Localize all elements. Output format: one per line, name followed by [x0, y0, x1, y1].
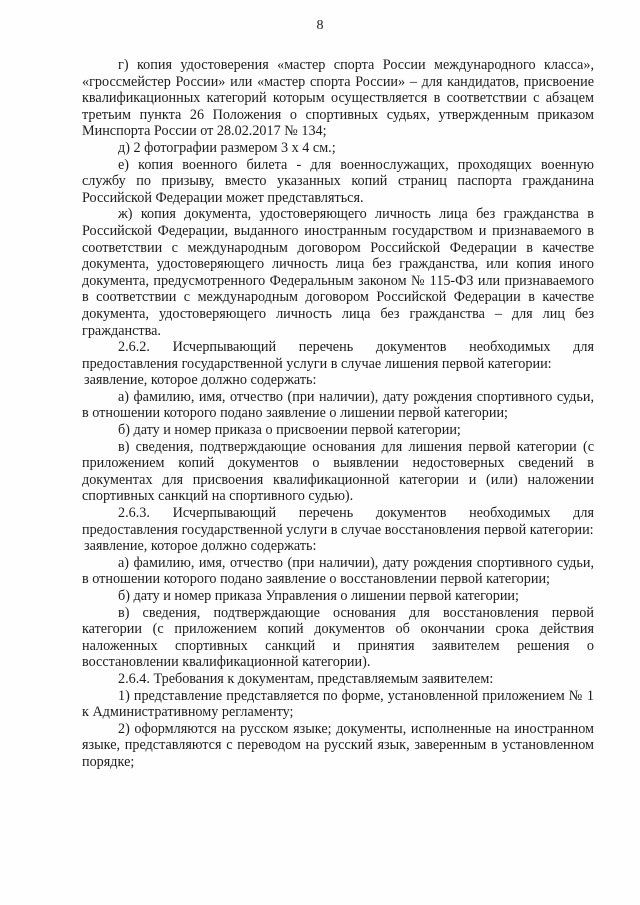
paragraph-zh-stateless-id: ж) копия документа, удостоверяющего личность лица без гражданства в Российской Федерации, выданного иностранным государством и признаваемого в соответствии с международным договором Российской Федерации в качестве документа, удостоверяющего личность лица без гражданства, или копия иного документа, предусмотренного Федеральным законом № 115-ФЗ или признаваемого в соответствии с международным договором Российской Федерации в качестве документа, удостоверяющего личность лица без гражданства – для лиц без гражданства. — [82, 206, 594, 339]
paragraph-d-photos: д) 2 фотографии размером 3 х 4 см.; — [118, 139, 336, 156]
paragraph-2-6-2-heading: 2.6.2. Исчерпывающий перечень документов необходимых для предоставления государственной услуги в случае лишения первой категории: — [82, 339, 594, 372]
page-number: 8 — [316, 18, 324, 33]
paragraph-g-master-sport-copy: г) копия удостоверения «мастер спорта России международного класса», «гроссмейстер России» или «мастер спорта России» – для кандидатов, присвоение квалификационных категорий которым осуществляется в соответствии с абзацем третьим пункта 26 Положения о спортивных судьях, утвержденным приказом Минспорта России от 28.02.2017 № 134; — [82, 57, 594, 140]
paragraph-application-contents-1: заявление, которое должно содержать: — [84, 372, 317, 389]
paragraph-2-6-3-heading: 2.6.3. Исчерпывающий перечень документов необходимых для предоставления государственной услуги в случае восстановления первой категории: — [82, 505, 594, 538]
paragraph-v-grounds-deprivation: в) сведения, подтверждающие основания для лишения первой категории (с приложением копий документов о выявлении недостоверных сведений в документах для присвоения квалификационной категории и (или) наложении спортивных санкций на спортивного судью). — [82, 438, 594, 505]
document-body — [82, 57, 594, 771]
paragraph-2-russian-language: 2) оформляются на русском языке; документы, исполненные на иностранном языке, представляются с переводом на русский язык, заверенным в установленном порядке; — [82, 720, 594, 770]
paragraph-a-name-restoration: а) фамилию, имя, отчество (при наличии), дату рождения спортивного судьи, в отношении которого подано заявление о восстановлении первой категории; — [82, 554, 594, 588]
paragraph-b-order-date: б) дату и номер приказа о присвоении первой категории; — [118, 422, 461, 439]
paragraph-2-6-4-heading: 2.6.4. Требования к документам, представляемым заявителем: — [118, 670, 494, 687]
paragraph-v-grounds-restoration: в) сведения, подтверждающие основания для восстановления первой категории (с приложением копий документов об окончании срока действия наложенных спортивных санкций и принятия заявителем решения о восстановлении квалификационной категории). — [82, 604, 594, 671]
paragraph-b-order-deprivation: б) дату и номер приказа Управления о лишении первой категории; — [118, 588, 519, 604]
paragraph-e-military-id: е) копия военного билета - для военнослужащих, проходящих военную службу по призыву, вместо указанных копий страниц паспорта гражданина Российской Федерации может представляться. — [82, 156, 594, 206]
paragraph-a-name-deprivation: а) фамилию, имя, отчество (при наличии), дату рождения спортивного судьи, в отношении которого подано заявление о лишении первой категории; — [82, 388, 594, 422]
paragraph-1-form-requirement: 1) представление представляется по форме, установленной приложением № 1 к Административному регламенту; — [82, 687, 594, 721]
paragraph-application-contents-2: заявление, которое должно содержать: — [84, 538, 317, 555]
